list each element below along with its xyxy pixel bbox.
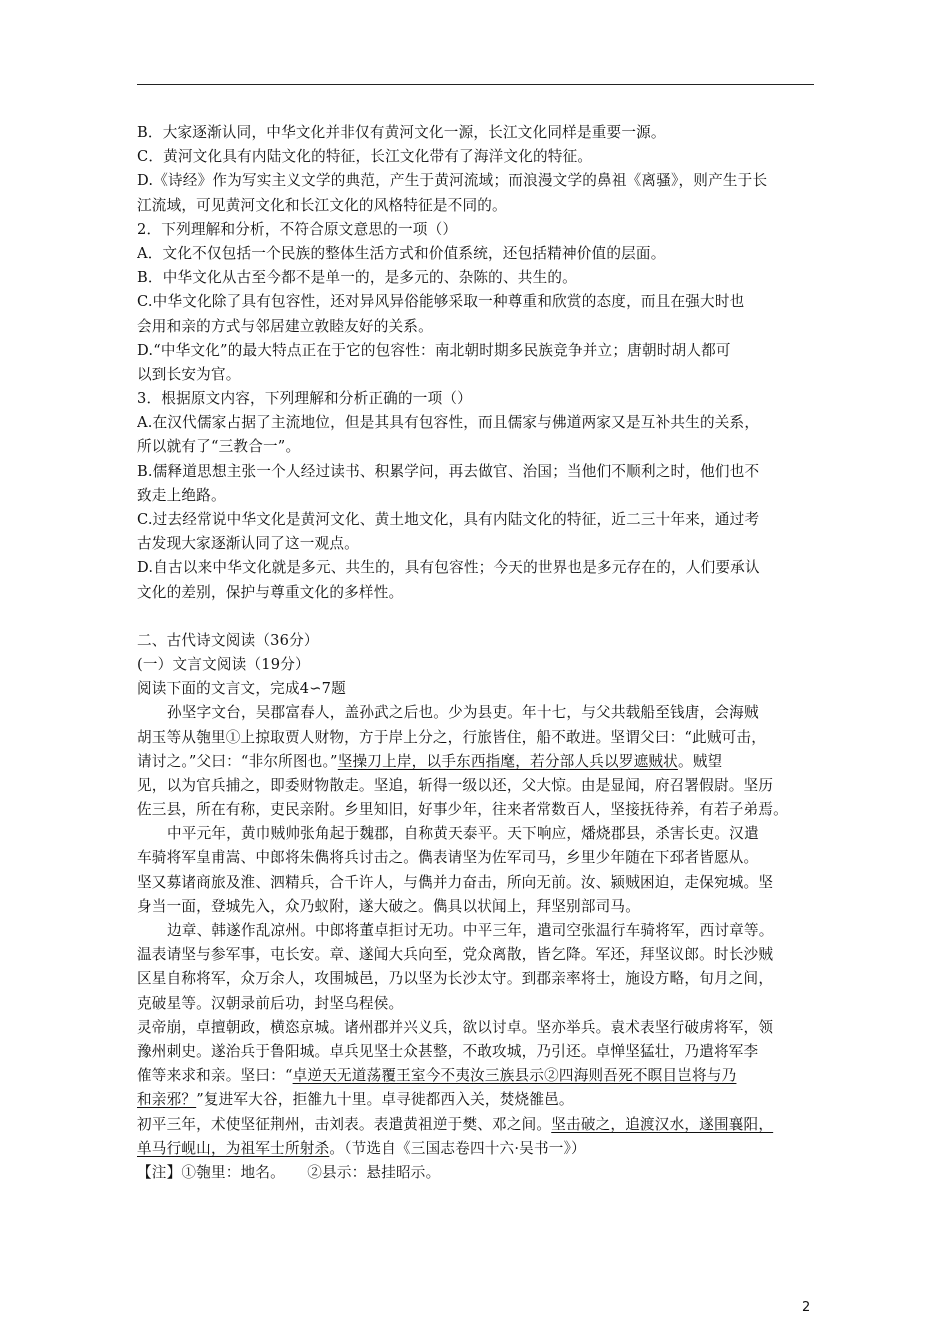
passage-line: 豫州刺史。遂治兵于鲁阳城。卓兵见坚士众甚整，不敢攻城，乃引还。卓惮坚猛壮，乃遣将军李	[137, 1042, 759, 1060]
section-gap	[137, 605, 814, 629]
underlined-sentence: 坚击破之，追渡汉水，遂围襄阳，	[551, 1115, 774, 1133]
option-c: C．黄河文化具有内陆文化的特征，长江文化带有了海洋文化的特征。	[137, 148, 593, 166]
passage-line: 单马行岘山，为祖军士所射杀。（节选自《三国志卷四十六·吴书一》）	[137, 1139, 586, 1157]
passage-line: 傕等来求和亲。坚曰：“卓逆天无道荡覆王室今不夷汝三族县示②四海则吾死不瞑目岂将与乃	[137, 1067, 737, 1085]
option-b: B．大家逐渐认同，中华文化并非仅有黄河文化一源，长江文化同样是重要一源。	[137, 124, 666, 141]
passage-line: 边章、韩遂作乱凉州。中郎将董卓拒讨无功。中平三年，遣司空张温行车骑将军，西讨章等。	[167, 922, 774, 939]
q3-option-c-cont: 古发现大家逐渐认同了这一观点。	[137, 535, 359, 553]
passage-line: 身当一面，登城先入，众乃蚁附，遂大破之。儁具以状闻上，拜坚别部司马。	[137, 897, 640, 915]
passage-line: 胡玉等从匏里①上掠取贾人财物，方于岸上分之，行旅皆住，船不敢进。坚谓父曰：“此贼可击，	[137, 728, 767, 746]
passage-line: 中平元年，黄巾贼帅张角起于魏郡，自称黄天泰平。天下响应，燔烧郡县，杀害长吏。汉遣	[167, 825, 759, 843]
option-d-cont: 江流域，可见黄河文化和长江文化的风格特征是不同的。	[137, 196, 507, 214]
option-d: D.《诗经》作为写实主义文学的典范，产生于黄河流域；而浪漫文学的鼻祖《离骚》，则产生于长	[137, 172, 768, 190]
passage-line: 孙坚字文台，吴郡富春人，盖孙武之后也。少为县吏。年十七，与父共载船至钱唐，会海贼	[167, 704, 759, 722]
passage-line: 和亲邪？”复进军大谷，拒雒九十里。卓寻徙都西入关，焚烧雒邑。	[137, 1091, 574, 1109]
q3-option-d: D.自古以来中华文化就是多元、共生的，具有包容性；今天的世界也是多元存在的，人们要承认	[137, 559, 760, 577]
underlined-sentence: 单马行岘山，为祖军士所射杀	[137, 1139, 330, 1157]
q2-option-b: B．中华文化从古至今都不是单一的，是多元的、杂陈的、共生的。	[137, 269, 577, 287]
document-body	[137, 121, 814, 1185]
passage-line: 见，以为官兵捕之，即委财物散走。坚追，斩得一级以还，父大惊。由是显闻，府召署假尉。坚历	[137, 776, 774, 794]
passage-line: 请讨之。”父曰：“非尔所图也。”坚操刀上岸，以手东西指麾，若分部人兵以罗遮贼状。贼望	[137, 752, 723, 770]
underlined-sentence: 卓逆天无道荡覆王室今不夷汝三族县示②四海则吾死不瞑目岂将与乃	[292, 1067, 737, 1085]
q2-option-c: C.中华文化除了具有包容性，还对异风异俗能够采取一种尊重和欣赏的态度，而且在强大时也	[137, 293, 745, 311]
passage-line: 温表请坚与参军事，屯长安。章、遂闻大兵向至，党众离散，皆乞降。军还，拜坚议郎。时长沙贼	[137, 946, 774, 964]
question-2: 2．下列理解和分析，不符合原文意思的一项（）	[137, 220, 458, 238]
underlined-sentence: 坚操刀上岸，以手东西指麾，若分部人兵以罗遮贼状	[337, 752, 678, 770]
passage-line: 车骑将军皇甫嵩、中郎将朱儁将兵讨击之。儁表请坚为佐军司马，乡里少年随在下邳者皆愿从。	[137, 849, 759, 867]
q2-option-d: D.“中华文化”的最大特点正在于它的包容性：南北朝时期多民族竞争并立；唐朝时胡人都可	[137, 341, 731, 359]
passage-line: 坚又募诸商旅及淮、泗精兵，合千许人，与儁并力奋击，所向无前。汝、颍贼困迫，走保宛城。坚	[137, 873, 774, 891]
q3-option-b: B.儒释道思想主张一个人经过读书、积累学问，再去做官、治国；当他们不顺利之时，他们也不	[137, 462, 760, 480]
q3-option-a: A.在汉代儒家占据了主流地位，但是其具有包容性，而且儒家与佛道两家又是互补共生的关系，	[137, 414, 760, 432]
passage-line: 克破星等。汉朝录前后功，封坚乌程侯。	[137, 994, 404, 1012]
underlined-sentence: 和亲邪？	[137, 1091, 197, 1109]
q3-option-a-cont: 所以就有了“三教合一”。	[137, 438, 301, 456]
passage-line: 初平三年，术使坚征荆州，击刘表。表遣黄祖逆于樊、邓之间。坚击破之，追渡汉水，遂围襄阳，	[137, 1115, 774, 1133]
q2-option-c-cont: 会用和亲的方式与邻居建立敦睦友好的关系。	[137, 317, 433, 335]
passage-line: 佐三县，所在有称，吏民亲附。乡里知旧，好事少年，往来者常数百人，坚接抚待养，有若子弟焉。	[137, 801, 788, 819]
reading-instruction: 阅读下面的文言文，完成4∽7题	[137, 680, 346, 698]
footnote: 【注】①匏里：地名。 ②县示：悬挂昭示。	[137, 1163, 441, 1181]
subsection-heading: (一）文言文阅读（19分）	[137, 655, 310, 673]
passage-line: 灵帝崩，卓擅朝政，横恣京城。诸州郡并兴义兵，欲以讨卓。坚亦举兵。袁术表坚行破虏将军，领	[137, 1018, 774, 1036]
section-heading: 二、古代诗文阅读（36分）	[137, 631, 319, 649]
header-rule	[137, 84, 814, 85]
q2-option-d-cont: 以到长安为官。	[137, 365, 241, 383]
q3-option-b-cont: 致走上绝路。	[137, 486, 226, 504]
passage-line: 区星自称将军，众万余人，攻围城邑，乃以坚为长沙太守。到郡亲率将士，施设方略，旬月之间，	[137, 970, 774, 988]
q3-option-d-cont: 文化的差别，保护与尊重文化的多样性。	[137, 583, 404, 601]
q3-option-c: C.过去经常说中华文化是黄河文化、黄土地文化，具有内陆文化的特征，近二三十年来，通过考	[137, 511, 760, 528]
question-3: 3．根据原文内容，下列理解和分析正确的一项（）	[137, 390, 472, 408]
q2-option-a: A．文化不仅包括一个民族的整体生活方式和价值系统，还包括精神价值的层面。	[137, 244, 666, 262]
page-number: 2	[802, 1300, 811, 1315]
